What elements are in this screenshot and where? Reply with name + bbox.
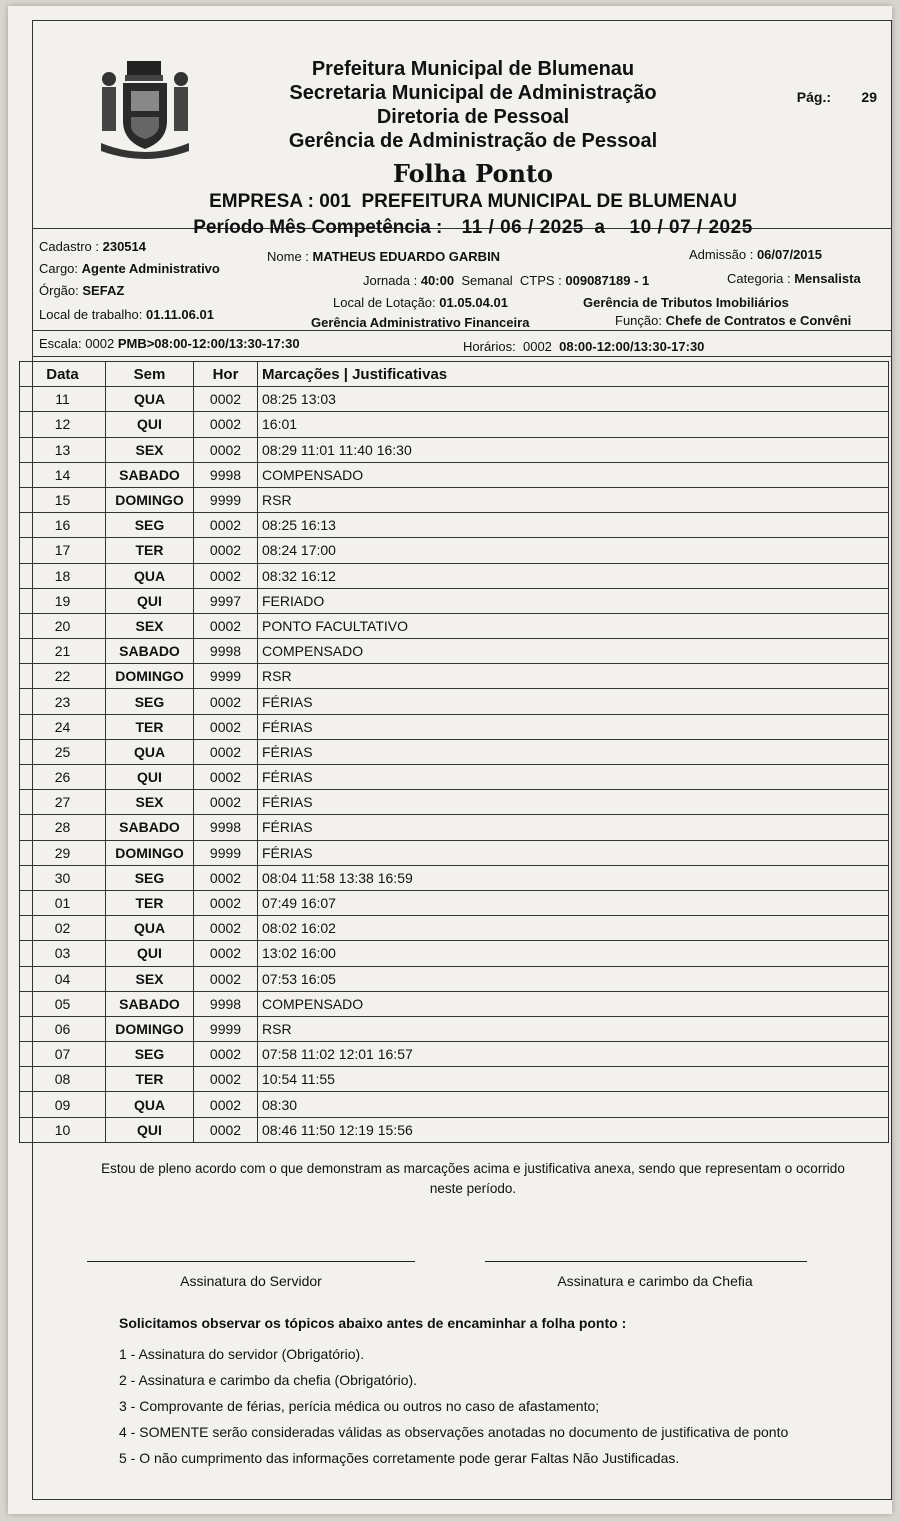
period-label: Período Mês Competência : (193, 217, 443, 238)
table-row (20, 1117, 889, 1142)
document-frame (32, 20, 892, 1500)
ctps-label: CTPS : (519, 273, 562, 288)
cell-hor: 9998 (194, 639, 258, 664)
cell-data: 23 (20, 689, 106, 714)
escala-row (33, 331, 891, 357)
cell-sem: DOMINGO (106, 840, 194, 865)
cell-data: 11 (20, 387, 106, 412)
escala-label: Escala: (39, 336, 82, 351)
cell-data: 26 (20, 765, 106, 790)
escala-desc: PMB>08:00-12:00/13:30-17:30 (117, 336, 300, 351)
table-row (20, 865, 889, 890)
horarios-label: Horários: (463, 339, 516, 354)
table-row (20, 739, 889, 764)
page-label: Pág.: (796, 89, 831, 105)
cell-data: 03 (20, 941, 106, 966)
jornada-field (363, 273, 649, 288)
cell-data: 10 (20, 1117, 106, 1142)
cell-hor: 9998 (194, 991, 258, 1016)
notes-title: Solicitamos observar os tópicos abaixo antes de encaminhar a folha ponto : (119, 1315, 627, 1331)
header-line-prefeitura: Prefeitura Municipal de Blumenau (311, 58, 635, 80)
cell-marcacoes: FÉRIAS (258, 765, 889, 790)
cell-data: 05 (20, 991, 106, 1016)
table-row (20, 941, 889, 966)
jornada-value: 40:00 (420, 273, 455, 288)
cell-data: 28 (20, 815, 106, 840)
cell-data: 07 (20, 1042, 106, 1067)
horarios-field (463, 339, 704, 354)
table-row (20, 1067, 889, 1092)
local-lotacao-field (333, 295, 508, 310)
period-end: 10 / 07 / 2025 (629, 217, 753, 238)
local-trabalho-label: Local de trabalho: (39, 307, 143, 322)
table-row (20, 689, 889, 714)
funcao-field (615, 313, 851, 328)
cell-marcacoes: RSR (258, 1016, 889, 1041)
cell-data: 15 (20, 487, 106, 512)
orgao-value: SEFAZ (82, 283, 125, 298)
table-row (20, 437, 889, 462)
note-item: 1 - Assinatura do servidor (Obrigatório). (119, 1346, 365, 1362)
cell-marcacoes: RSR (258, 487, 889, 512)
cell-marcacoes: FÉRIAS (258, 714, 889, 739)
header-hor: Hor (194, 362, 258, 387)
cell-marcacoes: 07:53 16:05 (258, 966, 889, 991)
cell-sem: SEG (106, 689, 194, 714)
cell-marcacoes: 08:30 (258, 1092, 889, 1117)
gerencia-tributos-value: Gerência de Tributos Imobiliários (583, 295, 789, 310)
header-data: Data (20, 362, 106, 387)
cell-hor: 9998 (194, 462, 258, 487)
agreement-text: Estou de pleno acordo com o que demonstram as marcações acima e justificativa anexa, sendo que representam o ocorrido neste período. (101, 1161, 845, 1196)
cell-hor: 9998 (194, 815, 258, 840)
header-sem: Sem (106, 362, 194, 387)
cell-sem: SABADO (106, 462, 194, 487)
table-row (20, 563, 889, 588)
funcao-value: Chefe de Contratos e Convêni (665, 313, 852, 328)
cadastro-field (39, 239, 146, 254)
cell-data: 17 (20, 538, 106, 563)
table-row (20, 412, 889, 437)
timesheet-page (8, 6, 892, 1514)
cell-marcacoes: RSR (258, 664, 889, 689)
document-title: Folha Ponto (392, 159, 554, 188)
signature-label-chefia: Assinatura e carimbo da Chefia (557, 1273, 753, 1289)
cell-sem: SEX (106, 790, 194, 815)
table-row (20, 513, 889, 538)
cell-sem: DOMINGO (106, 664, 194, 689)
cadastro-label: Cadastro : (39, 239, 99, 254)
cell-sem: DOMINGO (106, 1016, 194, 1041)
cell-hor: 0002 (194, 538, 258, 563)
jornada-label: Jornada : (363, 273, 418, 288)
cell-sem: QUI (106, 412, 194, 437)
local-trabalho-value: 01.11.06.01 (145, 307, 214, 322)
cell-hor: 0002 (194, 714, 258, 739)
cell-hor: 0002 (194, 765, 258, 790)
cargo-value: Agente Administrativo (81, 261, 220, 276)
ctps-value: 009087189 - 1 (565, 273, 650, 288)
cell-data: 12 (20, 412, 106, 437)
cell-hor: 9999 (194, 664, 258, 689)
cell-hor: 0002 (194, 739, 258, 764)
cell-marcacoes: 08:32 16:12 (258, 563, 889, 588)
cell-marcacoes: 08:25 16:13 (258, 513, 889, 538)
cell-hor: 0002 (194, 387, 258, 412)
cell-hor: 0002 (194, 941, 258, 966)
cell-sem: SABADO (106, 639, 194, 664)
cell-sem: SEG (106, 513, 194, 538)
admissao-value: 06/07/2015 (756, 247, 823, 262)
note-item: 4 - SOMENTE serão consideradas válidas as observações anotadas no documento de justificativa de ponto (119, 1424, 789, 1440)
table-row (20, 387, 889, 412)
cell-marcacoes: COMPENSADO (258, 462, 889, 487)
note-item: 2 - Assinatura e carimbo da chefia (Obrigatório). (119, 1372, 418, 1388)
cell-marcacoes: 07:58 11:02 12:01 16:57 (258, 1042, 889, 1067)
cell-data: 02 (20, 916, 106, 941)
cell-data: 09 (20, 1092, 106, 1117)
nome-field (267, 249, 500, 264)
cell-marcacoes: 07:49 16:07 (258, 890, 889, 915)
cell-marcacoes: 08:29 11:01 11:40 16:30 (258, 437, 889, 462)
table-row (20, 1016, 889, 1041)
cell-data: 08 (20, 1067, 106, 1092)
table-row (20, 790, 889, 815)
signature-line-servidor (87, 1261, 415, 1262)
header-titles (253, 57, 693, 189)
header-marcacoes: Marcações | Justificativas (258, 362, 889, 387)
cell-data: 27 (20, 790, 106, 815)
cell-sem: TER (106, 714, 194, 739)
note-item: 3 - Comprovante de férias, perícia médica ou outros no caso de afastamento; (119, 1398, 600, 1414)
orgao-label: Órgão: (39, 283, 79, 298)
semanal-label: Semanal (461, 273, 513, 288)
table-row (20, 714, 889, 739)
cell-data: 01 (20, 890, 106, 915)
cell-data: 16 (20, 513, 106, 538)
cell-marcacoes: 08:04 11:58 13:38 16:59 (258, 865, 889, 890)
cell-sem: QUI (106, 941, 194, 966)
admissao-label: Admissão : (689, 247, 754, 262)
cell-hor: 0002 (194, 563, 258, 588)
cell-sem: QUI (106, 1117, 194, 1142)
cell-sem: SABADO (106, 815, 194, 840)
cell-marcacoes: 16:01 (258, 412, 889, 437)
horarios-code: 0002 (522, 339, 552, 354)
cell-marcacoes: FÉRIAS (258, 689, 889, 714)
header-line-gerencia: Gerência de Administração de Pessoal (288, 130, 658, 152)
admissao-field (689, 247, 822, 262)
cell-sem: QUA (106, 739, 194, 764)
cell-hor: 0002 (194, 865, 258, 890)
cell-data: 13 (20, 437, 106, 462)
categoria-value: Mensalista (794, 271, 861, 286)
nome-label: Nome : (267, 249, 309, 264)
cell-marcacoes: FÉRIAS (258, 840, 889, 865)
coat-of-arms-icon (97, 59, 193, 163)
cell-marcacoes: FERIADO (258, 588, 889, 613)
cell-hor: 9997 (194, 588, 258, 613)
cell-marcacoes: FÉRIAS (258, 790, 889, 815)
cell-marcacoes: 13:02 16:00 (258, 941, 889, 966)
cell-hor: 0002 (194, 513, 258, 538)
cell-data: 21 (20, 639, 106, 664)
table-row (20, 815, 889, 840)
cell-sem: TER (106, 1067, 194, 1092)
cell-marcacoes: 10:54 11:55 (258, 1067, 889, 1092)
cell-sem: QUA (106, 1092, 194, 1117)
gerencia-adm-value: Gerência Administrativo Financeira (311, 315, 530, 330)
table-row (20, 613, 889, 638)
cell-sem: TER (106, 538, 194, 563)
cell-hor: 0002 (194, 890, 258, 915)
cell-data: 18 (20, 563, 106, 588)
header-line-secretaria: Secretaria Municipal de Administração (289, 82, 657, 104)
orgao-field (39, 283, 124, 298)
gerencia-adm (311, 315, 529, 330)
escala-code: 0002 (85, 336, 115, 351)
categoria-field (727, 271, 861, 286)
cell-data: 30 (20, 865, 106, 890)
table-row (20, 538, 889, 563)
cell-hor: 0002 (194, 1117, 258, 1142)
signature-line-chefia (485, 1261, 807, 1262)
funcao-label: Função: (615, 313, 662, 328)
horarios-desc: 08:00-12:00/13:30-17:30 (559, 339, 705, 354)
cell-marcacoes: 08:24 17:00 (258, 538, 889, 563)
signature-label-servidor: Assinatura do Servidor (180, 1273, 322, 1289)
table-row (20, 1042, 889, 1067)
document-header (33, 21, 891, 229)
cell-marcacoes: COMPENSADO (258, 991, 889, 1016)
table-row (20, 991, 889, 1016)
cell-hor: 0002 (194, 1067, 258, 1092)
cell-hor: 9999 (194, 487, 258, 512)
table-row (20, 588, 889, 613)
table-row (20, 487, 889, 512)
cell-hor: 0002 (194, 689, 258, 714)
cell-sem: SEX (106, 437, 194, 462)
cargo-label: Cargo: (39, 261, 79, 276)
cell-marcacoes: COMPENSADO (258, 639, 889, 664)
cell-sem: TER (106, 890, 194, 915)
table-row (20, 840, 889, 865)
cell-marcacoes: PONTO FACULTATIVO (258, 613, 889, 638)
employee-info (33, 235, 891, 331)
note-item: 5 - O não cumprimento das informações corretamente pode gerar Faltas Não Justificadas. (119, 1450, 680, 1466)
cell-sem: QUI (106, 588, 194, 613)
categoria-label: Categoria : (727, 271, 791, 286)
cell-data: 04 (20, 966, 106, 991)
cell-marcacoes: 08:25 13:03 (258, 387, 889, 412)
cell-sem: SEX (106, 613, 194, 638)
cell-marcacoes: FÉRIAS (258, 739, 889, 764)
cargo-field (39, 261, 220, 276)
cell-hor: 0002 (194, 790, 258, 815)
cell-marcacoes: 08:02 16:02 (258, 916, 889, 941)
cell-hor: 0002 (194, 916, 258, 941)
cell-sem: SABADO (106, 991, 194, 1016)
header-line-diretoria: Diretoria de Pessoal (376, 106, 570, 128)
table-header-row (20, 362, 889, 387)
table-row (20, 1092, 889, 1117)
company-label: EMPRESA : 001 (209, 191, 351, 212)
cell-hor: 9999 (194, 1016, 258, 1041)
company-name: PREFEITURA MUNICIPAL DE BLUMENAU (361, 191, 737, 212)
cell-hor: 0002 (194, 1092, 258, 1117)
page-number: 29 (861, 89, 877, 105)
company-line (193, 191, 753, 213)
cell-hor: 0002 (194, 966, 258, 991)
cell-hor: 9999 (194, 840, 258, 865)
cell-sem: SEG (106, 865, 194, 890)
cell-data: 20 (20, 613, 106, 638)
table-row (20, 462, 889, 487)
table-row (20, 664, 889, 689)
cell-sem: QUI (106, 765, 194, 790)
cell-hor: 0002 (194, 437, 258, 462)
cell-sem: QUA (106, 563, 194, 588)
cell-marcacoes: FÉRIAS (258, 815, 889, 840)
cell-sem: DOMINGO (106, 487, 194, 512)
cell-hor: 0002 (194, 412, 258, 437)
cell-data: 19 (20, 588, 106, 613)
table-row (20, 916, 889, 941)
cell-sem: QUA (106, 916, 194, 941)
table-row (20, 765, 889, 790)
cell-hor: 0002 (194, 613, 258, 638)
cell-data: 06 (20, 1016, 106, 1041)
table-row (20, 966, 889, 991)
cadastro-value: 230514 (102, 239, 146, 254)
cell-sem: QUA (106, 387, 194, 412)
period-separator: a (594, 217, 605, 238)
table-row (20, 890, 889, 915)
cell-data: 22 (20, 664, 106, 689)
escala-left (39, 336, 300, 351)
cell-data: 24 (20, 714, 106, 739)
local-lotacao-label: Local de Lotação: (333, 295, 436, 310)
cell-data: 14 (20, 462, 106, 487)
table-row (20, 639, 889, 664)
cell-marcacoes: 08:46 11:50 12:19 15:56 (258, 1117, 889, 1142)
cell-data: 25 (20, 739, 106, 764)
cell-data: 29 (20, 840, 106, 865)
period-start: 11 / 06 / 2025 (461, 217, 584, 238)
cell-hor: 0002 (194, 1042, 258, 1067)
nome-value: MATHEUS EDUARDO GARBIN (312, 249, 501, 264)
notes-section (119, 1315, 879, 1471)
local-trabalho-field (39, 307, 214, 322)
cell-sem: SEX (106, 966, 194, 991)
local-lotacao-value: 01.05.04.01 (439, 295, 508, 310)
gerencia-tributos (583, 295, 789, 310)
cell-sem: SEG (106, 1042, 194, 1067)
timesheet-table (19, 361, 889, 1143)
